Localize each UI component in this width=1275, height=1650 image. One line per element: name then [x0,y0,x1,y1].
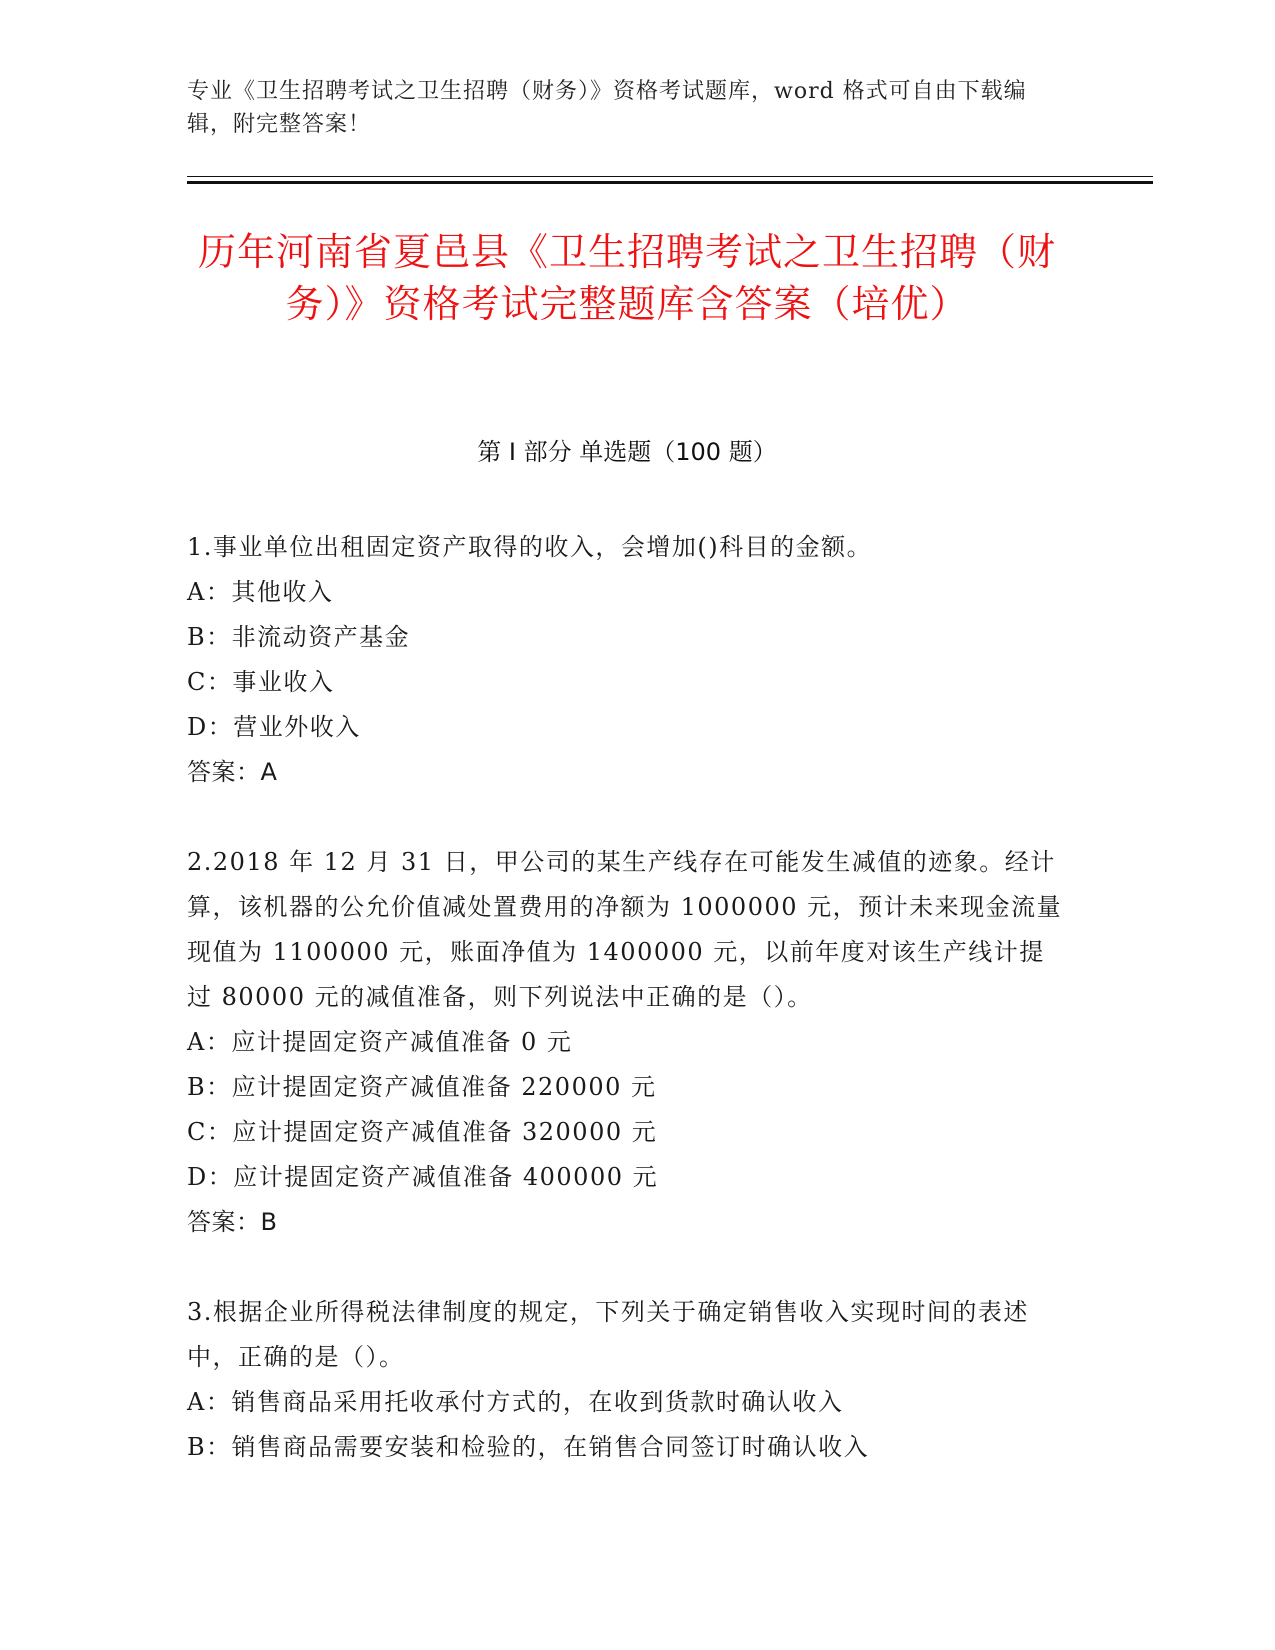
option-a: A：其他收入 [187,578,334,606]
option-d: D：应计提固定资产减值准备 400000 元 [187,1163,659,1191]
question-text: 2.2018 年 12 月 31 日，甲公司的某生产线存在可能发生减值的迹象。经计算，该机器的公允价值减处置费用的净额为 1000000 元，预计未来现金流量现值为 1100000 元，账面净值为 1400000 元，以前年度对该生产线计提过 80000 元的减值准备，则下列说法中正确的是（）。 [187,848,1063,1011]
option-d: D：营业外收入 [187,713,361,741]
option-b: B：应计提固定资产减值准备 220000 元 [187,1073,657,1101]
header-rule-thin [187,176,1153,177]
option-b: B：非流动资产基金 [187,623,411,651]
answer: 答案：A [187,758,278,786]
document-header: 专业《卫生招聘考试之卫生招聘（财务）》资格考试题库，word 格式可自由下载编辑，附完整答案！ [187,79,1027,137]
question-list [187,525,1067,1515]
option-a: A：销售商品采用托收承付方式的，在收到货款时确认收入 [187,1388,844,1416]
section-heading: 第 I 部分 单选题（100 题） [477,438,777,466]
answer: 答案：B [187,1208,278,1236]
question-text: 3.根据企业所得税法律制度的规定，下列关于确定销售收入实现时间的表述中，正确的是（）。 [187,1298,1029,1371]
header-rule-thick [187,181,1153,184]
question-2 [187,840,1067,1245]
question-text: 1.事业单位出租固定资产取得的收入，会增加()科目的金额。 [187,533,873,561]
question-1 [187,525,1067,795]
option-a: A：应计提固定资产减值准备 0 元 [187,1028,573,1056]
document-title: 历年河南省夏邑县《卫生招聘考试之卫生招聘（财务）》资格考试完整题库含答案（培优） [197,230,1056,326]
option-c: C：事业收入 [187,668,335,696]
option-c: C：应计提固定资产减值准备 320000 元 [187,1118,658,1146]
option-b: B：销售商品需要安装和检验的，在销售合同签订时确认收入 [187,1433,870,1461]
question-3 [187,1290,1067,1470]
